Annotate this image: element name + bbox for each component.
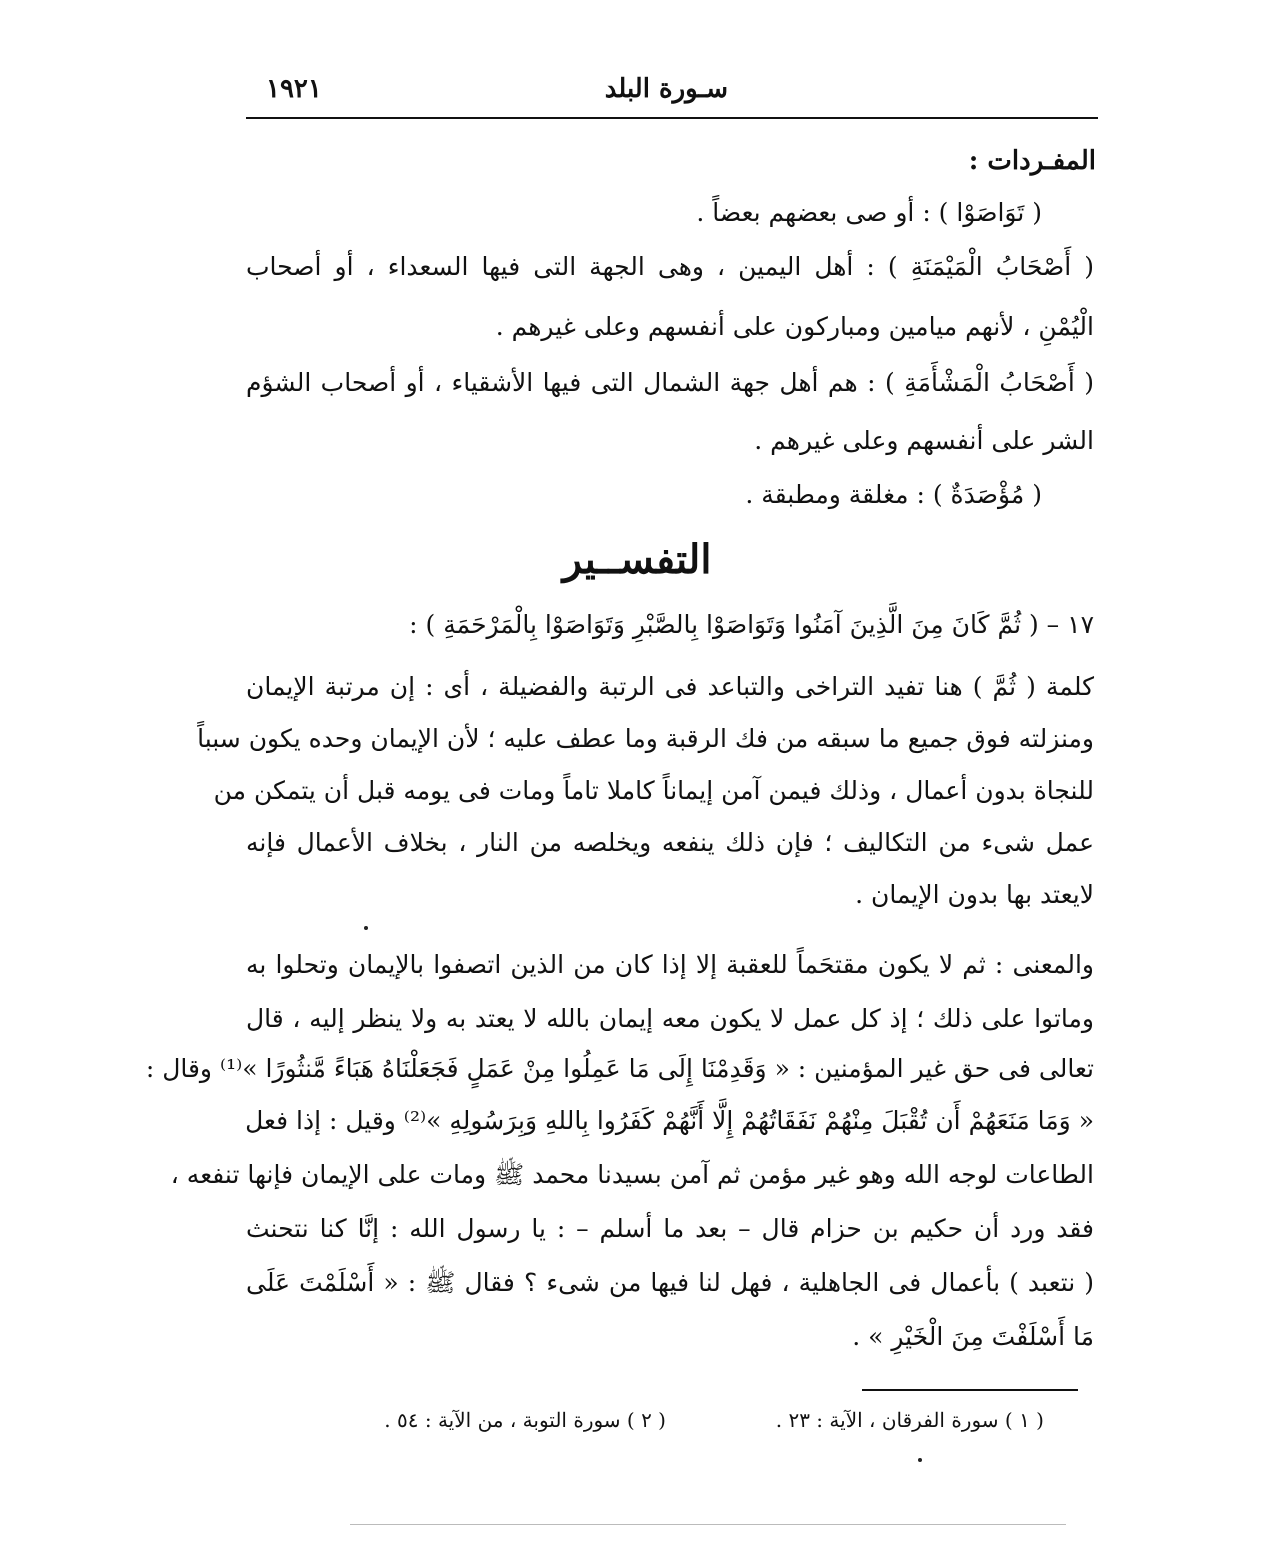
surah-title: سـورة البلد [604, 74, 728, 104]
paragraph-line: « وَمَا مَنَعَهُمْ أَن تُقْبَلَ مِنْهُمْ نَفَقَاتُهُمْ إِلَّا أَنَّهُمْ كَفَرُوا بِاللهِ وَبِرَسُولِهِ »⁽²⁾ وقيل : إذا فعل [245, 1106, 1094, 1135]
tafsir-paragraph-2 [145, 948, 1094, 1378]
vocabulary-section [246, 190, 1094, 530]
paragraph-line: للنجاة بدون أعمال ، وذلك فيمن آمن إيماناً كاملا تاماً ومات فى يومه قبل أن يتمكن من [213, 776, 1094, 805]
paragraph-line: لايعتد بها بدون الإيمان . [855, 880, 1094, 909]
vocabulary-heading: المفـردات : [968, 146, 1096, 176]
paragraph-line: مَا أَسْلَفْتَ مِنَ الْخَيْرِ » . [852, 1322, 1094, 1351]
verse-line: ١٧ – ( ثُمَّ كَانَ مِنَ الَّذِينَ آمَنُوا وَتَوَاصَوْا بِالصَّبْرِ وَتَوَاصَوْا بِالْمَرْحَمَةِ ) : [409, 610, 1094, 639]
tafsir-paragraph-1 [197, 608, 1094, 928]
paragraph-line: عمل شىء من التكاليف ؛ فإن ذلك ينفعه ويخلصه من النار ، بخلاف الأعمال فإنه [246, 828, 1094, 857]
vocabulary-line: ( أَصْحَابُ الْمَيْمَنَةِ ) : أهل اليمين ، وهى الجهة التى فيها السعداء ، أو أصحاب [246, 252, 1094, 281]
vocabulary-line: ( أَصْحَابُ الْمَشْأَمَةِ ) : هم أهل جهة الشمال التى فيها الأشقياء ، أو أصحاب الشؤم [246, 368, 1094, 397]
page-header [246, 74, 1098, 110]
footnote-1: ( ١ ) سورة الفرقان ، الآية : ٢٣ . [775, 1408, 1044, 1432]
tafsir-heading: التفســير [562, 536, 712, 583]
header-divider [246, 117, 1098, 119]
footnote-2: ( ٢ ) سورة التوبة ، من الآية : ٥٤ . [384, 1408, 666, 1432]
vocabulary-line: ( تَوَاصَوْا ) : أو صى بعضهم بعضاً . [696, 198, 1042, 227]
paragraph-line: والمعنى : ثم لا يكون مقتحَماً للعقبة إلا إذا كان من الذين اتصفوا بالإيمان وتحلوا به [246, 950, 1094, 979]
scan-edge-line [350, 1524, 1066, 1525]
paragraph-line: فقد ورد أن حكيم بن حزام قال – بعد ما أسلم – : يا رسول الله : إنَّا كنا نتحنث [246, 1214, 1094, 1243]
scan-speck [918, 1458, 922, 1462]
paragraph-line: وماتوا على ذلك ؛ إذ كل عمل لا يكون معه إيمان بالله لا يعتد به ولا ينظر إليه ، قال [246, 1004, 1094, 1033]
page-number: ١٩٢١ [266, 74, 322, 104]
paragraph-line: كلمة ( ثُمَّ ) هنا تفيد التراخى والتباعد فى الرتبة والفضيلة ، أى : إن مرتبة الإيمان [246, 672, 1094, 701]
scan-speck [364, 926, 368, 930]
paragraph-line: ومنزلته فوق جميع ما سبقه من فك الرقبة وما عطف عليه ؛ لأن الإيمان وحده يكون سبباً [197, 724, 1094, 753]
paragraph-line: تعالى فى حق غير المؤمنين : « وَقَدِمْنَا إِلَى مَا عَمِلُوا مِنْ عَمَلٍ فَجَعَلْنَاهُ هَبَاءً مَّنثُورًا »⁽¹⁾ وقال : [145, 1054, 1094, 1083]
vocabulary-line: ( مُؤْصَدَةٌ ) : مغلقة ومطبقة . [745, 480, 1042, 509]
footnote-divider [862, 1389, 1078, 1391]
vocabulary-line: الشر على أنفسهم وعلى غيرهم . [754, 426, 1094, 455]
footnotes [246, 1408, 1094, 1442]
vocabulary-line: الْيُمْنِ ، لأنهم ميامين ومباركون على أنفسهم وعلى غيرهم . [495, 312, 1094, 341]
paragraph-line: الطاعات لوجه الله وهو غير مؤمن ثم آمن بسيدنا محمد ﷺ ومات على الإيمان فإنها تنفعه ، [170, 1160, 1094, 1189]
paragraph-line: ( نتعبد ) بأعمال فى الجاهلية ، فهل لنا فيها من شىء ؟ فقال ﷺ : « أَسْلَمْتَ عَلَى [246, 1268, 1094, 1297]
